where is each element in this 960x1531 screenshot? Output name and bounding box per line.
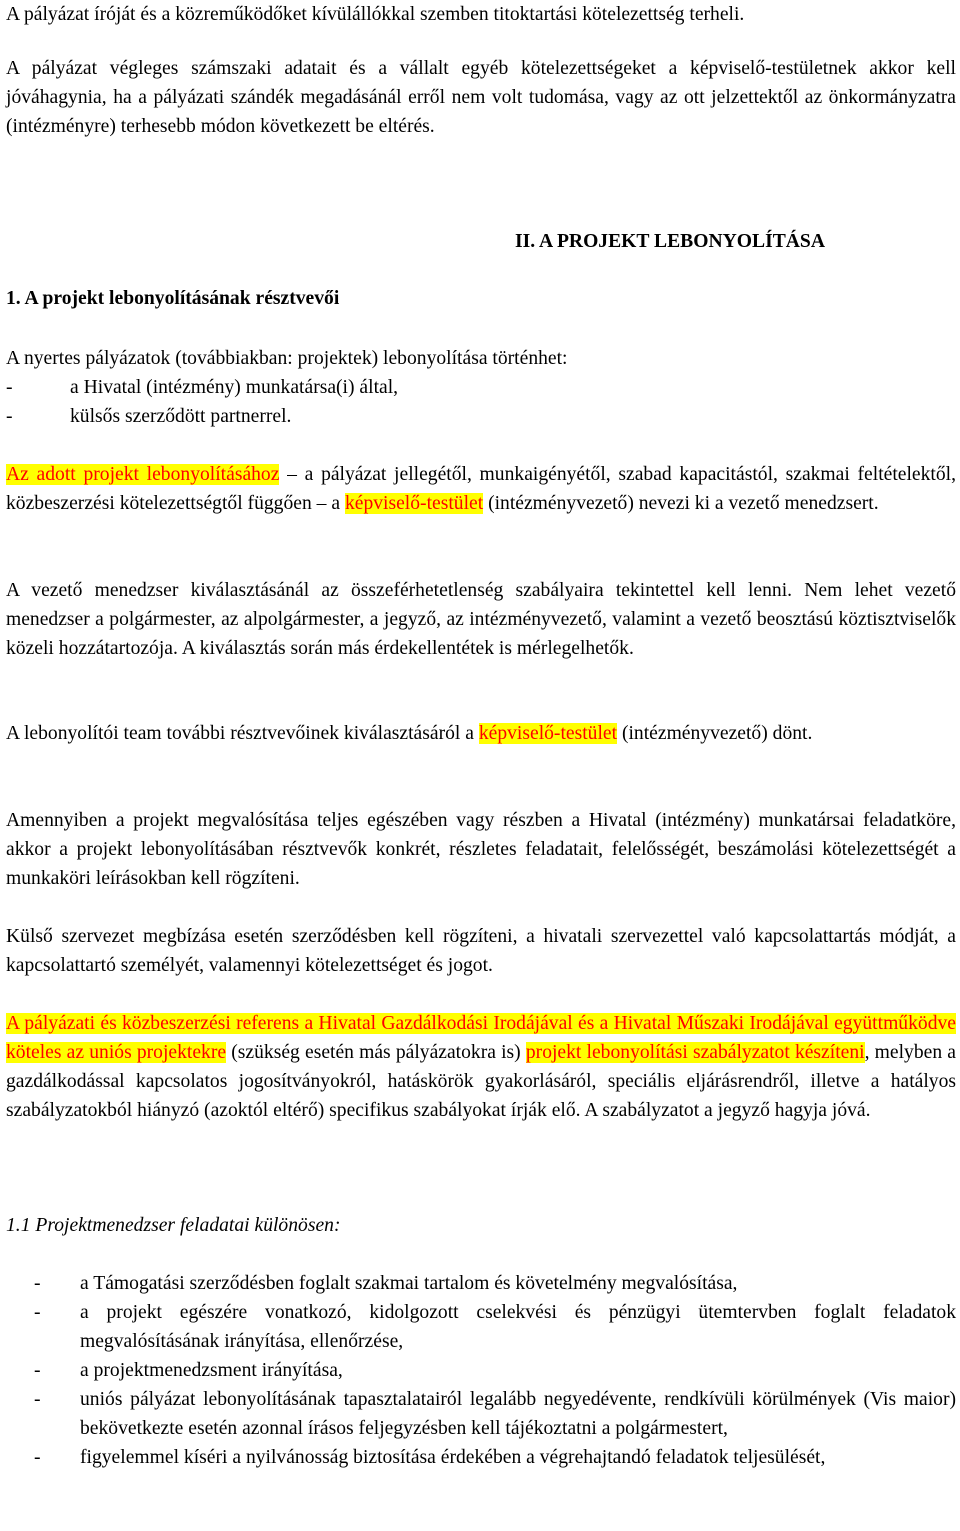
paragraph-team [6,719,956,748]
section-title: II. A PROJEKT LEBONYOLÍTÁSA [515,231,825,252]
paragraph-text: (intézményvezető) nevezi ki a vezető menedzsert. [483,493,879,514]
duties-list [6,1269,956,1472]
subsection-title: 1. A projekt lebonyolításának résztvevői [6,288,340,309]
list-item-text: külsős szerződött partnerrel. [70,406,292,427]
list-item [6,1269,956,1298]
paragraph-text: A lebonyolítói team további résztvevőinek kiválasztásáról a [6,723,479,744]
paragraph-text: , melyben a gazdálkodással kapcsolatos jogosítványokról, hatáskörök gyakorlásáról, speciális eljárásrendről, illetve a hatályos szabályzatokból hiányzó (azoktól eltérő) specifikus szabályokat írják elő. A szabályzatot a jegyző hagyja jóvá. [6,1042,956,1121]
intro-list [6,373,398,431]
paragraph-manager [6,460,956,518]
highlight-text: projekt lebonyolítási szabályzatot készíteni [525,1042,865,1063]
list-item-text: a projektmenedzsment irányítása, [80,1360,343,1381]
list-item [6,373,398,402]
list-item-text: a Hivatal (intézmény) munkatársa(i) által, [70,377,399,398]
highlight-text: A pályázati és közbeszerzési referens a Hivatal Gazdálkodási Irodájával és a Hivatal Műszaki Irodájával együttműködve köteles az uniós projektekre [6,1013,956,1063]
list-item-text: uniós pályázat lebonyolításának tapasztalatairól legalább negyedévente, rendkívüli körülmények (Vis maior) bekövetkezte esetén azonnal írásos feljegyzésben kell tájékoztatni a polgármestert, [80,1389,956,1439]
dash-mark: - [34,1447,41,1468]
paragraph-conflict: A vezető menedzser kiválasztásánál az összeférhetetlenség szabályaira tekintettel kell lenni. Nem lehet vezető menedzser a polgármester, az alpolgármester, a jegyző, az intézményvezető, valamint a vezető beosztású köztisztviselők közeli hozzátartozója. A kiválasztás során más érdekellentétek is mérlegelhetők. [6,580,956,659]
paragraph-text: (intézményvezető) dönt. [617,723,813,744]
paragraph-intro: A nyertes pályázatok (továbbiakban: projektek) lebonyolítása történhet: [6,348,568,369]
paragraph-approval: A pályázat végleges számszaki adatait és a vállalt egyéb kötelezettségeket a képviselő-testületnek akkor kell jóváhagynia, ha a pályázati szándék megadásánál erről nem volt tudomása, vagy az ott jelzettektől az önkormányzatra (intézményre) terhesebb módon következett be eltérés. [6,58,956,137]
highlight-text: Az adott projekt lebonyolításához [6,464,280,485]
dash-mark: - [34,1360,41,1381]
list-item [6,402,398,431]
paragraph-text: – a pályázat jellegétől, munkaigényétől, szabad kapacitástól, szakmai feltételektől, közbeszerzési kötelezettségtől függően – a [6,464,956,514]
dash-mark: - [6,406,13,427]
paragraph-referens [6,1009,956,1125]
paragraph-secrecy: A pályázat íróját és a közreműködőket kívülállókkal szemben titoktartási kötelezettség terheli. [6,4,745,25]
list-item-text: a projekt egészére vonatkozó, kidolgozott cselekvési és pénzügyi ütemtervben foglalt feladatok megvalósításának irányítása, ellenőrzése, [80,1302,956,1352]
list-item [6,1443,956,1472]
list-item-text: a Támogatási szerződésben foglalt szakmai tartalom és követelmény megvalósítása, [80,1273,738,1294]
list-item [6,1356,956,1385]
dash-mark: - [34,1302,41,1323]
highlight-text: képviselő-testület [344,493,484,514]
dash-mark: - [34,1273,41,1294]
list-item [6,1298,956,1356]
highlight-text: képviselő-testület [478,723,618,744]
list-item [6,1385,956,1443]
dash-mark: - [6,377,13,398]
list-item-text: figyelemmel kíséri a nyilvánosság biztosítása érdekében a végrehajtandó feladatok teljesülését, [80,1447,826,1468]
subsection-1-1-title: 1.1 Projektmenedzser feladatai különösen: [6,1215,341,1236]
dash-mark: - [34,1389,41,1410]
paragraph-text: (szükség esetén más pályázatokra is) [226,1042,526,1063]
paragraph-external: Külső szervezet megbízása esetén szerződésben kell rögzíteni, a hivatali szervezettel való kapcsolattartás módját, a kapcsolattartó személyét, valamennyi kötelezettséget és jogot. [6,926,956,976]
paragraph-staff: Amennyiben a projekt megvalósítása teljes egészében vagy részben a Hivatal (intézmény) munkatársai feladatköre, akkor a projekt lebonyolításában résztvevők konkrét, részletes feladatait, felelősségét, beszámolási kötelezettségét a munkaköri leírásokban kell rögzíteni. [6,810,956,889]
